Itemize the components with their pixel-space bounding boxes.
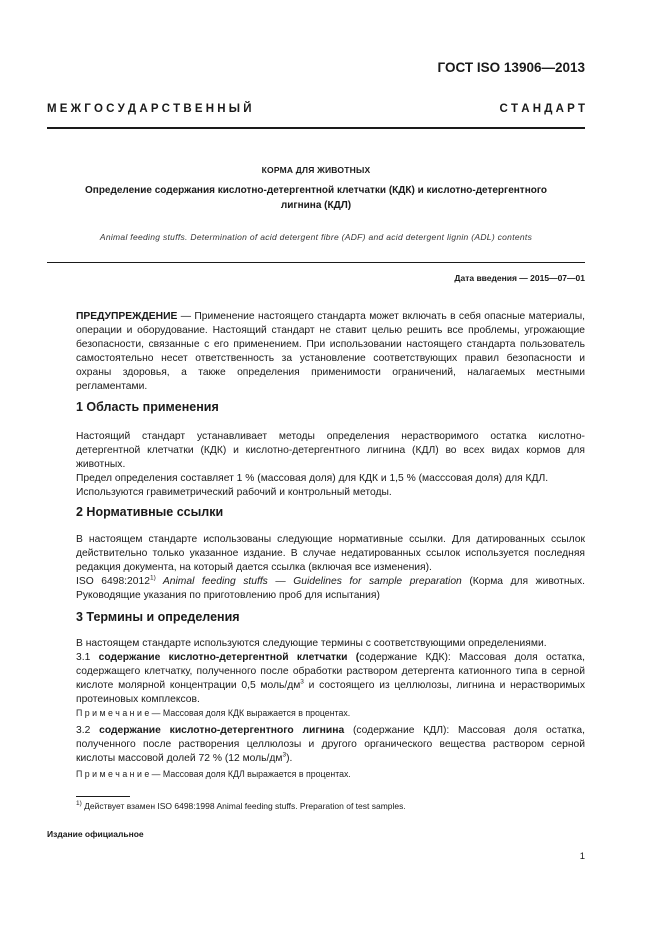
reference-footnote-mark: 1) — [149, 574, 156, 582]
footnote-text: Действует взамен ISO 6498:1998 Animal feeding stuffs. Preparation of test samples. — [81, 801, 406, 811]
warning-paragraph — [76, 310, 585, 393]
term-3-2-term: содержание кислотно-детергентного лигнина — [99, 725, 345, 736]
term-3-1-superscript: 3 — [300, 678, 304, 686]
title-divider — [47, 262, 585, 263]
title-main-line2: лигнина (КДЛ) — [280, 200, 352, 211]
term-3-2-definition-a: : Массовая доля остатка, полученного после растворения целлюлозы и другого органического вещества раствором серной кислоты массовой долей 72 % (12 моль/дм — [76, 725, 585, 764]
header-divider — [47, 127, 585, 129]
section-1-heading: 1 Область применения — [76, 400, 219, 414]
term-3-1-definition-b: и состоящего из целлюлозы, лигнина и нерастворимых протеиновых комплексов. — [76, 679, 585, 705]
term-3-1-number: 3.1 — [76, 651, 91, 663]
term-3-2 — [76, 724, 585, 766]
banner-word-standard: С Т А Н Д А Р Т — [499, 103, 585, 115]
footnote — [76, 801, 406, 811]
warning-text: — Применение настоящего стандарта может включать в себя опасные материалы, операции и оборудование. Настоящий стандарт не ставит целью решить все проблемы, угрожающие безопасности, связанные с его применением. При использовании настоящего стандарта пользователь самостоятельно несет ответственность за установление соответствующих правил безопасности и охраны здоровья, а также определения применимости ограничений, налагаемых местными регламентами. — [76, 311, 585, 392]
section-2-heading: 2 Нормативные ссылки — [76, 505, 224, 519]
footnote-mark: 1) — [76, 800, 82, 808]
section-3-heading: 3 Термины и определения — [76, 610, 240, 624]
section-1-body — [76, 430, 585, 500]
note-1-label: П р и м е ч а н и е — [76, 708, 150, 718]
footnote-divider — [76, 796, 130, 797]
section-2-paragraph-1: В настоящем стандарте использованы следующие нормативные ссылки. Для датированных ссылок действительно только указанное издание. В случае недатированных ссылок используется последняя редакция документа, на который дается ссылка (включая все изменения). — [76, 534, 585, 573]
term-3-1 — [76, 651, 585, 707]
note-2-label: П р и м е ч а н и е — [76, 769, 150, 779]
term-3-2-abbr: (содержание КДЛ) — [344, 725, 447, 736]
section-1-paragraph-2: Предел определения составляет 1 % (массовая доля) для КДК и 1,5 % (масссовая доля) для КДЛ. — [76, 472, 549, 484]
banner-word-interstate: М Е Ж Г О С У Д А Р С Т В Е Н Н Ы Й — [47, 103, 252, 115]
title-main — [47, 183, 585, 213]
reference-code: ISO 6498:2012 — [76, 575, 150, 587]
section-3-intro: В настоящем стандарте используются следующие термины с соответствующими определениями. — [76, 638, 547, 649]
reference-translation: (Корма для животных. Руководящие указания по приготовлению проб для испытания) — [76, 575, 585, 601]
warning-label: ПРЕДУПРЕЖДЕНИЕ — [76, 311, 178, 322]
section-1-paragraph-3: Используются гравиметрический рабочий и контрольный методы. — [76, 486, 392, 498]
section-1-paragraph-1: Настоящий стандарт устанавливает методы определения нерастворимого остатка кислотно-детергентной клетчатки (КДК) и кислотно-детергентного лигнина (КДЛ) во всех видах кормов для животных. — [76, 431, 585, 470]
title-category: КОРМА ДЛЯ ЖИВОТНЫХ — [261, 165, 371, 175]
title-main-line1: Определение содержания кислотно-детергентной клетчатки (КДК) и кислотно-детергентного — [85, 185, 547, 196]
note-2-text: — Массовая доля КДЛ выражается в процентах. — [149, 769, 351, 779]
term-3-1-term: содержание кислотно-детергентной клетчатки ( — [98, 651, 360, 663]
term-3-2-definition-b: ). — [286, 752, 293, 764]
note-1-text: — Массовая доля КДК выражается в процентах. — [149, 708, 351, 718]
section-3-body — [76, 637, 585, 707]
document-code: ГОСТ ISO 13906—2013 — [437, 60, 585, 75]
reference-title: Animal feeding stuffs — Guidelines for sample preparation — [155, 575, 462, 587]
interstate-standard-banner — [47, 103, 585, 115]
note-2 — [76, 769, 585, 779]
term-3-2-superscript: 3 — [282, 751, 287, 759]
introduction-date: Дата введения — 2015—07—01 — [454, 273, 585, 283]
note-1 — [76, 708, 585, 718]
page-number: 1 — [579, 851, 585, 862]
official-edition: Издание официальное — [47, 829, 144, 839]
title-english: Animal feeding stuffs. Determination of acid detergent fibre (ADF) and acid detergent lignin (ADL) contents — [99, 232, 533, 242]
section-2-body — [76, 533, 585, 603]
term-3-1-definition-a: ): Массовая доля остатка, содержащего клетчатку, полученного после обработки раствором детергента катионного типа в серной кислоте молярной концентрации 0,5 моль/дм — [76, 651, 585, 691]
term-3-1-abbr: содержание КДК — [359, 651, 445, 663]
term-3-2-block — [76, 724, 585, 766]
term-3-2-number: 3.2 — [76, 725, 91, 736]
normative-reference — [76, 575, 585, 603]
